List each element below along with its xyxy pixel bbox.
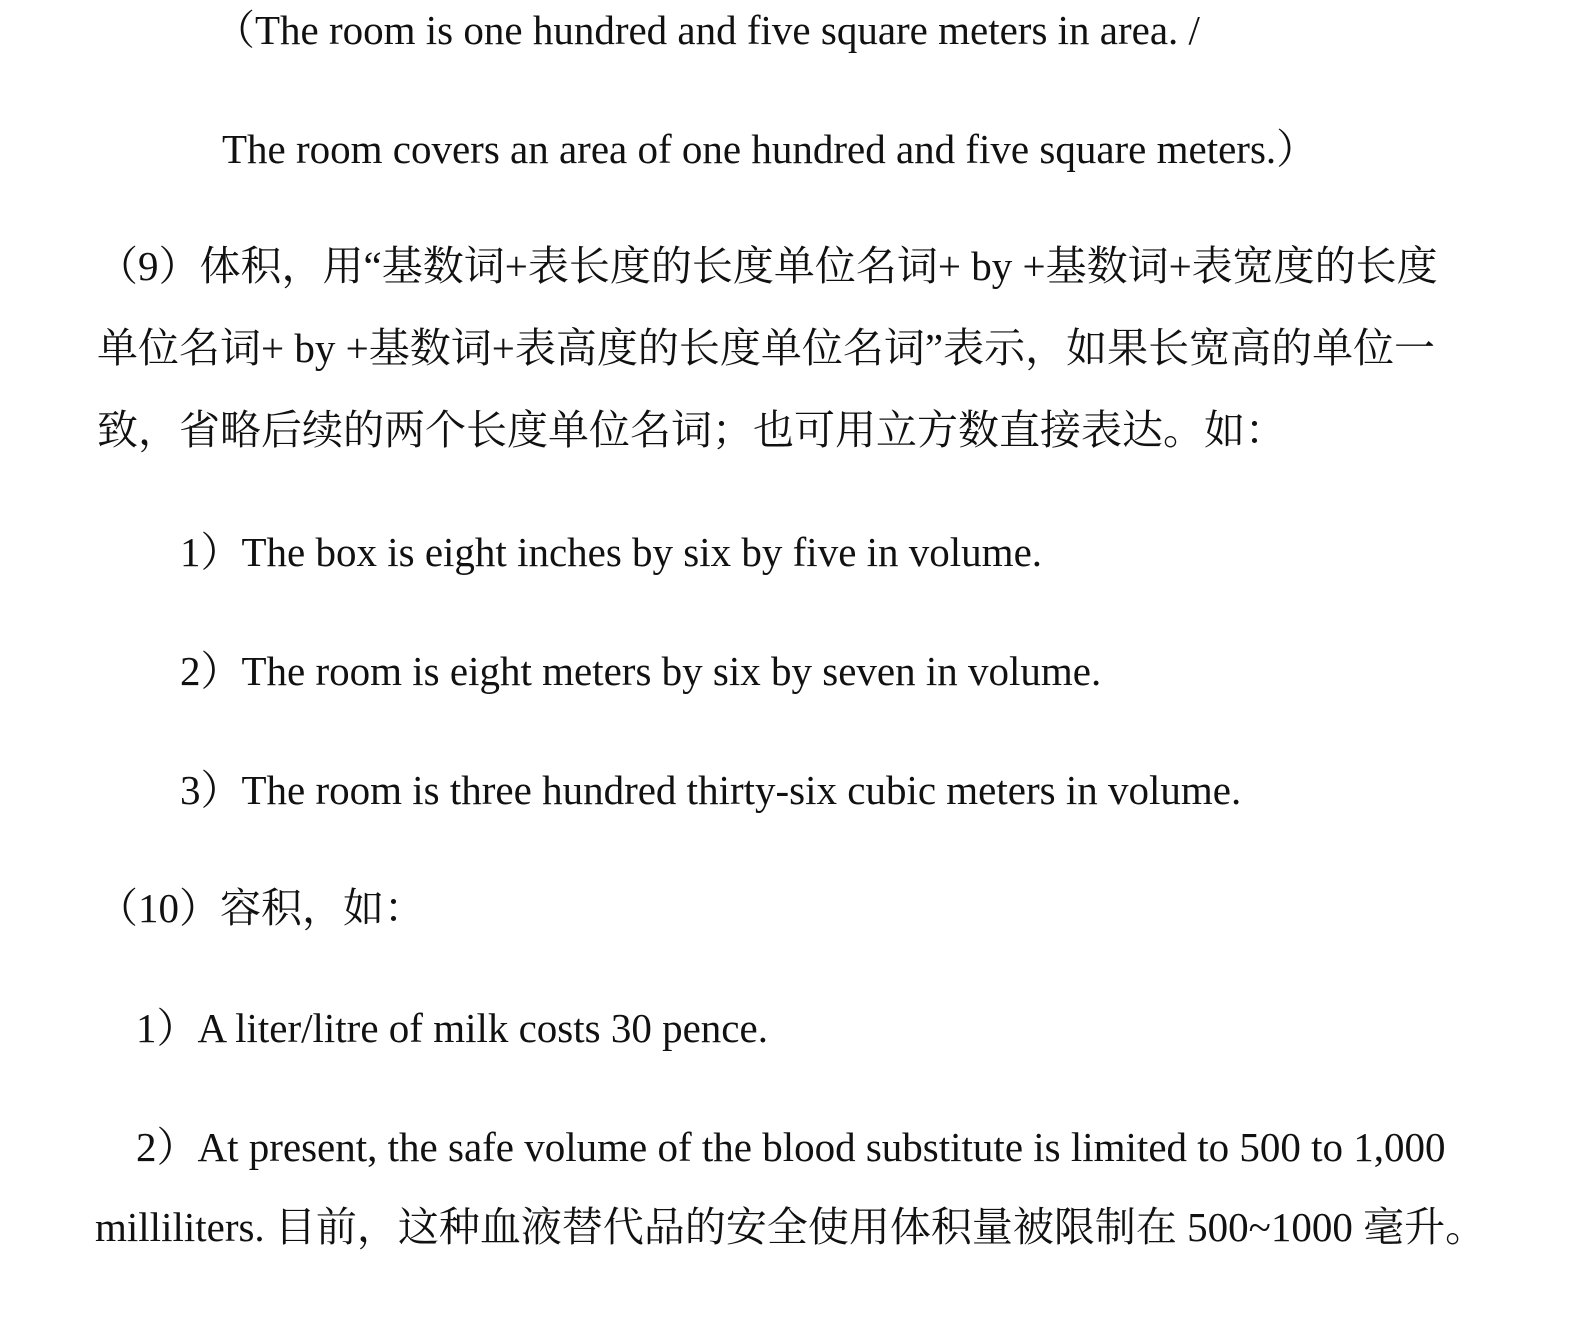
volume-example-3: 3）The room is three hundred thirty-six cubic meters in volume.	[180, 767, 1242, 813]
capacity-example-2-line-2: milliliters. 目前，这种血液替代品的安全使用体积量被限制在 500~1000 毫升。	[95, 1204, 1487, 1250]
area-example-line-1: （The room is one hundred and five square meters in area. /	[214, 7, 1200, 53]
capacity-heading: （10）容积，如：	[97, 885, 425, 931]
volume-rule-line-3: 致，省略后续的两个长度单位名词；也可用立方数直接表达。如：	[97, 407, 1286, 453]
volume-example-2: 2）The room is eight meters by six by seven in volume.	[180, 648, 1102, 694]
volume-rule-line-1: （9）体积，用“基数词+表长度的长度单位名词+ by +基数词+表宽度的长度	[97, 243, 1438, 289]
volume-rule-line-2: 单位名词+ by +基数词+表高度的长度单位名词”表示，如果长宽高的单位一	[97, 325, 1436, 371]
area-example-line-2: The room covers an area of one hundred and five square meters.）	[222, 126, 1318, 172]
capacity-example-2-line-1: 2）At present, the safe volume of the blood substitute is limited to 500 to 1,000	[136, 1124, 1446, 1170]
volume-example-1: 1）The box is eight inches by six by five in volume.	[180, 529, 1043, 575]
capacity-example-1: 1）A liter/litre of milk costs 30 pence.	[136, 1005, 768, 1051]
